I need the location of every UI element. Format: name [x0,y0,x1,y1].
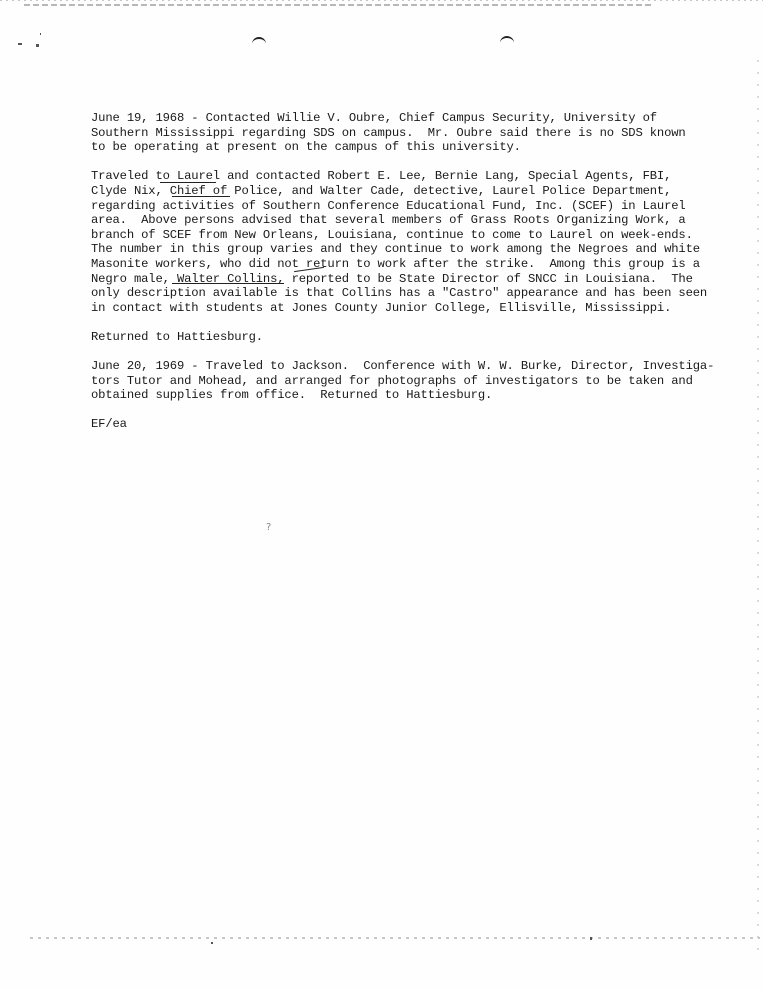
text-line: area. Above persons advised that several members of Grass Roots Organizing Work, a [91,213,686,228]
paragraph-june19 [91,111,731,155]
text-line: branch of SCEF from New Orleans, Louisiana, continue to come to Laurel on week-ends. [91,227,693,242]
handwritten-underline-laurel [160,182,216,183]
scan-edge-right [757,60,759,960]
initials [91,417,731,432]
scan-artifact-top [24,4,654,6]
text-line: The number in this group varies and they continue to work among the Negroes and white [91,242,700,257]
speck [590,937,592,940]
scan-edge-top [0,0,763,1]
speck [18,43,22,45]
text-line: June 19, 1968 - Contacted Willie V. Oubre, Chief Campus Security, University of [91,111,657,125]
handwritten-underline-walter-collins [172,283,284,284]
text-line: in contact with students at Jones County Junior College, Ellisville, Mississippi. [91,300,672,315]
paragraph-returned [91,330,731,345]
stray-mark: ? [266,522,272,533]
speck [211,942,213,944]
binder-mark-left [252,37,266,44]
text-line: Returned to Hattiesburg. [91,329,263,344]
text-line: Masonite workers, who did not return to work after the strike. Among this group is a [91,256,700,271]
paragraph-laurel [91,169,731,315]
binder-mark-right [500,36,514,43]
speck [40,33,41,35]
paragraph-june20 [91,359,731,403]
text-line: Negro male, Walter Collins, reported to be State Director of SNCC in Louisiana. The [91,271,693,286]
document-body [91,111,731,447]
text-line: June 20, 1969 - Traveled to Jackson. Conference with W. W. Burke, Director, Investiga- [91,359,715,374]
handwritten-underline-chief-of-police [172,196,230,197]
text-line: Southern Mississippi regarding SDS on campus. Mr. Oubre said there is no SDS known [91,125,686,140]
text-line: regarding activities of Southern Conference Educational Fund, Inc. (SCEF) in Laurel [91,198,686,213]
scan-artifact-bottom [30,937,760,939]
text-line: to be operating at present on the campus of this university. [91,140,521,155]
text-line: tors Tutor and Mohead, and arranged for photographs of investigators to be taken and [91,373,693,388]
text-line: Clyde Nix, Chief of Police, and Walter Cade, detective, Laurel Police Department, [91,183,672,198]
text-line: only description available is that Collins has a "Castro" appearance and has been seen [91,286,708,301]
text-line: Traveled to Laurel and contacted Robert E. Lee, Bernie Lang, Special Agents, FBI, [91,169,672,184]
text-line: EF/ea [91,417,127,432]
text-line: obtained supplies from office. Returned to Hattiesburg. [91,388,493,403]
speck [36,44,39,47]
